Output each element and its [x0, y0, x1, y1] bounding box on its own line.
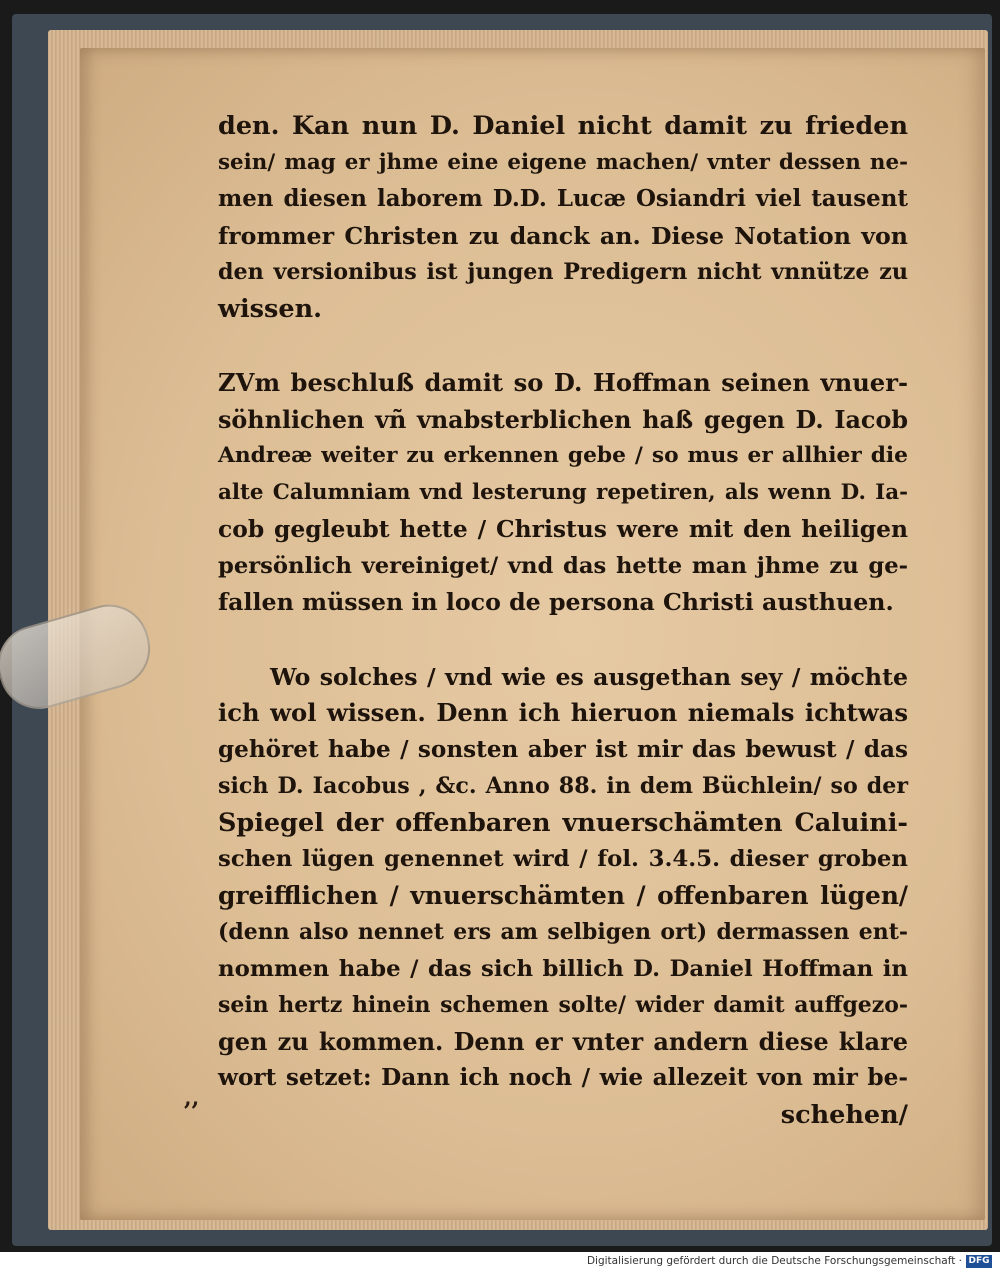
text-line: frommer Christen zu danck an. Diese Notation von [218, 221, 908, 250]
quotation-mark: ,, [184, 1085, 200, 1111]
text-line: ich wol wissen. Denn ich hieruon niemals ichtwas [218, 698, 908, 727]
text-line: ZVm beschluß damit so D. Hoffman seinen vnuer- [218, 368, 908, 397]
text-line: den. Kan nun D. Daniel nicht damit zu frieden [218, 111, 908, 141]
paragraph-1 [218, 108, 908, 327]
text-line: cob gegleubt hette / Christus were mit den heiligen [218, 515, 908, 543]
text-line: (denn also nennet ers am selbigen ort) dermassen ent- [218, 919, 908, 945]
text-line: sich D. Iacobus , &c. Anno 88. in dem Büchlein/ so der [218, 773, 908, 799]
paragraph-2 [218, 365, 908, 621]
text-line: persönlich vereiniget/ vnd das hette man jhme zu ge- [218, 552, 908, 579]
text-line: nommen habe / das sich billich D. Daniel Hoffman in [218, 955, 908, 982]
footer-bar [0, 1252, 1000, 1272]
text-line: Andreæ weiter zu erkennen gebe / so mus er allhier die [218, 443, 908, 468]
book-page [80, 48, 985, 1220]
text-line: schen lügen genennet wird / fol. 3.4.5. dieser groben [218, 846, 908, 872]
text-line: sein hertz hinein schemen solte/ wider damit auffgezo- [218, 992, 908, 1018]
text-line: alte Calumniam vnd lesterung repetiren, als wenn D. Ia- [218, 479, 908, 505]
text-line: Spiegel der offenbaren vnuerschämten Caluini- [218, 807, 908, 838]
text-line: wissen. [218, 293, 322, 324]
text-line: gen zu kommen. Denn er vnter andern diese klare [218, 1026, 908, 1056]
catchword: schehen/ [780, 1099, 908, 1130]
text-line: sein/ mag er jhme eine eigene machen/ vnter dessen ne- [218, 149, 908, 175]
text-line: den versionibus ist jungen Predigern nicht vnnütze zu [218, 259, 908, 285]
text-line: wort setzet: Dann ich noch / wie allezeit von mir be- [218, 1064, 908, 1091]
text-line: greifflichen / vnuerschämten / offenbaren lügen/ [218, 880, 908, 910]
dfg-logo-icon: DFG [966, 1255, 992, 1268]
text-line: gehöret habe / sonsten aber ist mir das bewust / das [218, 735, 908, 763]
text-line: fallen müssen in loco de persona Christi austhuen. [218, 588, 894, 616]
text-line: Wo solches / vnd wie es ausgethan sey / möchte [270, 662, 908, 691]
funding-note: Digitalisierung gefördert durch die Deutsche Forschungsgemeinschaft · [586, 1255, 962, 1267]
text-line: söhnlichen vñ vnabsterblichen haß gegen D. Iacob [218, 405, 908, 434]
page-text [218, 108, 908, 1133]
text-line: men diesen laborem D.D. Lucæ Osiandri viel tausent [218, 185, 908, 212]
paragraph-3 [218, 659, 908, 1134]
